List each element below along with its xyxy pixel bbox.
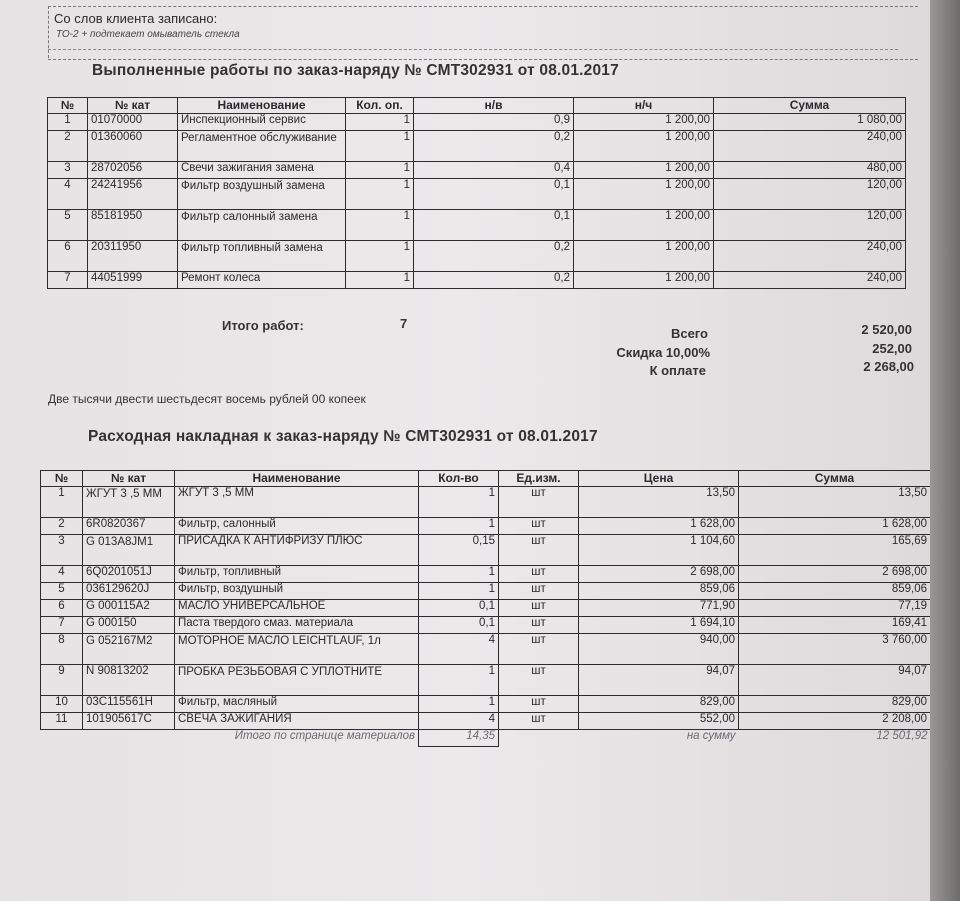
table-row — [41, 665, 931, 696]
hour-rate: 1 200,00 — [574, 162, 714, 179]
table-row — [48, 131, 906, 162]
operation-count: 1 — [346, 179, 414, 210]
table-row — [41, 696, 931, 713]
quantity: 1 — [419, 583, 499, 600]
unit: шт — [499, 535, 579, 566]
works-header-cell: Сумма — [714, 98, 906, 114]
table-row — [48, 162, 906, 179]
norm-hours: 0,9 — [414, 114, 574, 131]
work-name: Инспекционный сервис — [178, 114, 346, 131]
materials-header-cell: Цена — [579, 471, 739, 487]
row-sum: 94,07 — [739, 665, 931, 696]
works-total-count: 7 — [400, 316, 408, 331]
client-note — [48, 6, 918, 60]
row-sum: 480,00 — [714, 162, 906, 179]
quantity: 1 — [419, 518, 499, 535]
work-name: Фильтр салонный замена — [178, 210, 346, 241]
table-row — [48, 114, 906, 131]
row-number: 10 — [41, 696, 83, 713]
materials-table — [40, 470, 931, 747]
operation-count: 1 — [346, 272, 414, 289]
unit: шт — [499, 665, 579, 696]
row-sum: 859,06 — [739, 583, 931, 600]
row-sum: 1 080,00 — [714, 114, 906, 131]
catalog-number: 6Q0201051J — [83, 566, 175, 583]
row-number: 9 — [41, 665, 83, 696]
table-row — [41, 535, 931, 566]
norm-hours: 0,1 — [414, 179, 574, 210]
row-sum: 169,41 — [739, 617, 931, 634]
table-row — [48, 241, 906, 272]
price: 859,06 — [579, 583, 739, 600]
norm-hours: 0,4 — [414, 162, 574, 179]
operation-count: 1 — [346, 114, 414, 131]
work-name: Фильтр топливный замена — [178, 241, 346, 272]
table-row — [41, 713, 931, 730]
price: 1 694,10 — [579, 617, 739, 634]
table-row — [41, 617, 931, 634]
catalog-number: 03C115561H — [83, 696, 175, 713]
row-number: 2 — [41, 518, 83, 535]
materials-footer-sum-label: на сумму — [686, 730, 736, 742]
unit: шт — [499, 696, 579, 713]
table-row — [41, 566, 931, 583]
materials-header-cell: Ед.изм. — [499, 471, 579, 487]
summary-discount-value: 252,00 — [872, 341, 912, 356]
materials-header-row — [41, 471, 931, 487]
row-number: 1 — [48, 114, 88, 131]
material-name: МОТОРНОЕ МАСЛО LEICHTLAUF, 1л — [175, 634, 419, 665]
row-number: 5 — [48, 210, 88, 241]
client-note-text: ТО-2 + подтекает омыватель стекла — [56, 29, 240, 40]
works-header-cell: Наименование — [178, 98, 346, 114]
material-name: Фильтр, топливный — [175, 566, 419, 583]
norm-hours: 0,2 — [414, 131, 574, 162]
hour-rate: 1 200,00 — [574, 241, 714, 272]
row-sum: 240,00 — [714, 272, 906, 289]
catalog-number: 101905617C — [83, 713, 175, 730]
hour-rate: 1 200,00 — [574, 131, 714, 162]
operation-count: 1 — [346, 210, 414, 241]
works-header-cell: Кол. оп. — [346, 98, 414, 114]
works-header-cell: н/в — [414, 98, 574, 114]
table-row — [41, 583, 931, 600]
work-name: Фильтр воздушный замена — [178, 179, 346, 210]
catalog-number: G 052167M2 — [83, 634, 175, 665]
operation-count: 1 — [346, 131, 414, 162]
unit: шт — [499, 583, 579, 600]
materials-header-cell: Наименование — [175, 471, 419, 487]
work-name: Ремонт колеса — [178, 272, 346, 289]
row-sum: 120,00 — [714, 210, 906, 241]
quantity: 1 — [419, 566, 499, 583]
row-number: 6 — [48, 241, 88, 272]
quantity: 4 — [419, 634, 499, 665]
norm-hours: 0,2 — [414, 272, 574, 289]
material-name: Фильтр, масляный — [175, 696, 419, 713]
work-name: Регламентное обслуживание — [178, 131, 346, 162]
catalog-number: 01070000 — [88, 114, 178, 131]
norm-hours: 0,1 — [414, 210, 574, 241]
row-number: 3 — [41, 535, 83, 566]
row-number: 3 — [48, 162, 88, 179]
row-number: 11 — [41, 713, 83, 730]
row-sum: 120,00 — [714, 179, 906, 210]
unit: шт — [499, 600, 579, 617]
materials-header-cell: № — [41, 471, 83, 487]
summary-total-value: 2 520,00 — [861, 322, 912, 337]
catalog-number: G 000150 — [83, 617, 175, 634]
row-sum: 1 628,00 — [739, 518, 931, 535]
table-row — [41, 518, 931, 535]
works-total-label: Итого работ: — [222, 318, 304, 333]
materials-header-cell: Кол-во — [419, 471, 499, 487]
table-row — [41, 487, 931, 518]
hour-rate: 1 200,00 — [574, 114, 714, 131]
materials-title: Расходная накладная к заказ-наряду № СМТ302931 от 08.01.2017 — [88, 428, 598, 445]
unit: шт — [499, 617, 579, 634]
row-sum: 2 698,00 — [739, 566, 931, 583]
row-number: 1 — [41, 487, 83, 518]
work-name: Свечи зажигания замена — [178, 162, 346, 179]
hour-rate: 1 200,00 — [574, 179, 714, 210]
quantity: 1 — [419, 696, 499, 713]
catalog-number: 6R0820367 — [83, 518, 175, 535]
row-sum: 13,50 — [739, 487, 931, 518]
works-header-cell: н/ч — [574, 98, 714, 114]
price: 1 628,00 — [579, 518, 739, 535]
client-note-title: Со слов клиента записано: — [54, 11, 218, 26]
catalog-number: 28702056 — [88, 162, 178, 179]
price: 552,00 — [579, 713, 739, 730]
material-name: СВЕЧА ЗАЖИГАНИЯ — [175, 713, 419, 730]
quantity: 1 — [419, 665, 499, 696]
material-name: Фильтр, салонный — [175, 518, 419, 535]
quantity: 1 — [419, 487, 499, 518]
quantity: 4 — [419, 713, 499, 730]
row-number: 2 — [48, 131, 88, 162]
works-title: Выполненные работы по заказ-наряду № СМТ302931 от 08.01.2017 — [92, 62, 619, 79]
norm-hours: 0,2 — [414, 241, 574, 272]
table-row — [48, 210, 906, 241]
materials-header-cell: Сумма — [739, 471, 931, 487]
materials-footer-label: Итого по странице материалов — [234, 730, 415, 742]
summary-total-label: Всего — [670, 326, 708, 341]
price: 940,00 — [579, 634, 739, 665]
works-header-cell: № — [48, 98, 88, 114]
row-number: 7 — [48, 272, 88, 289]
unit: шт — [499, 713, 579, 730]
row-sum: 240,00 — [714, 241, 906, 272]
catalog-number: 20311950 — [88, 241, 178, 272]
price: 1 104,60 — [579, 535, 739, 566]
price: 94,07 — [579, 665, 739, 696]
catalog-number: G 000115A2 — [83, 600, 175, 617]
table-row — [48, 272, 906, 289]
catalog-number: 036129620J — [83, 583, 175, 600]
material-name: ПРИСАДКА К АНТИФРИЗУ ПЛЮС — [175, 535, 419, 566]
table-row — [41, 634, 931, 665]
table-row — [41, 600, 931, 617]
works-table — [47, 97, 906, 289]
price: 2 698,00 — [579, 566, 739, 583]
background-edge — [930, 0, 960, 901]
row-sum: 829,00 — [739, 696, 931, 713]
material-name: Фильтр, воздушный — [175, 583, 419, 600]
summary-discount-label: Скидка 10,00% — [616, 345, 710, 360]
material-name: Паста твердого смаз. материала — [175, 617, 419, 634]
works-header-cell: № кат — [88, 98, 178, 114]
works-header-row — [48, 98, 906, 114]
row-sum: 2 208,00 — [739, 713, 931, 730]
materials-footer-row — [41, 730, 931, 747]
summary-pay-label: К оплате — [649, 363, 706, 378]
operation-count: 1 — [346, 241, 414, 272]
material-name: ЖГУТ 3 ,5 ММ — [175, 487, 419, 518]
summary-pay-value: 2 268,00 — [863, 359, 914, 374]
catalog-number: ЖГУТ 3 ,5 ММ — [83, 487, 175, 518]
catalog-number: 44051999 — [88, 272, 178, 289]
hour-rate: 1 200,00 — [574, 272, 714, 289]
row-number: 5 — [41, 583, 83, 600]
row-sum: 240,00 — [714, 131, 906, 162]
amount-in-words: Две тысячи двести шестьдесят восемь рублей 00 копеек — [48, 392, 366, 406]
unit: шт — [499, 566, 579, 583]
catalog-number: 24241956 — [88, 179, 178, 210]
quantity: 0,1 — [419, 600, 499, 617]
price: 771,90 — [579, 600, 739, 617]
row-number: 8 — [41, 634, 83, 665]
row-sum: 77,19 — [739, 600, 931, 617]
material-name: МАСЛО УНИВЕРСАЛЬНОЕ — [175, 600, 419, 617]
row-number: 4 — [48, 179, 88, 210]
materials-footer-sum: 12 501,92 — [876, 730, 928, 742]
note-divider — [48, 49, 898, 50]
row-sum: 3 760,00 — [739, 634, 931, 665]
row-number: 4 — [41, 566, 83, 583]
row-sum: 165,69 — [739, 535, 931, 566]
row-number: 7 — [41, 617, 83, 634]
material-name: ПРОБКА РЕЗЬБОВАЯ С УПЛОТНИТЕ — [175, 665, 419, 696]
operation-count: 1 — [346, 162, 414, 179]
quantity: 0,1 — [419, 617, 499, 634]
materials-footer-qty: 14,35 — [419, 730, 499, 747]
catalog-number: 01360060 — [88, 131, 178, 162]
hour-rate: 1 200,00 — [574, 210, 714, 241]
unit: шт — [499, 634, 579, 665]
unit: шт — [499, 518, 579, 535]
catalog-number: N 90813202 — [83, 665, 175, 696]
price: 829,00 — [579, 696, 739, 713]
row-number: 6 — [41, 600, 83, 617]
table-row — [48, 179, 906, 210]
catalog-number: 85181950 — [88, 210, 178, 241]
price: 13,50 — [579, 487, 739, 518]
materials-header-cell: № кат — [83, 471, 175, 487]
unit: шт — [499, 487, 579, 518]
quantity: 0,15 — [419, 535, 499, 566]
catalog-number: G 013A8JM1 — [83, 535, 175, 566]
